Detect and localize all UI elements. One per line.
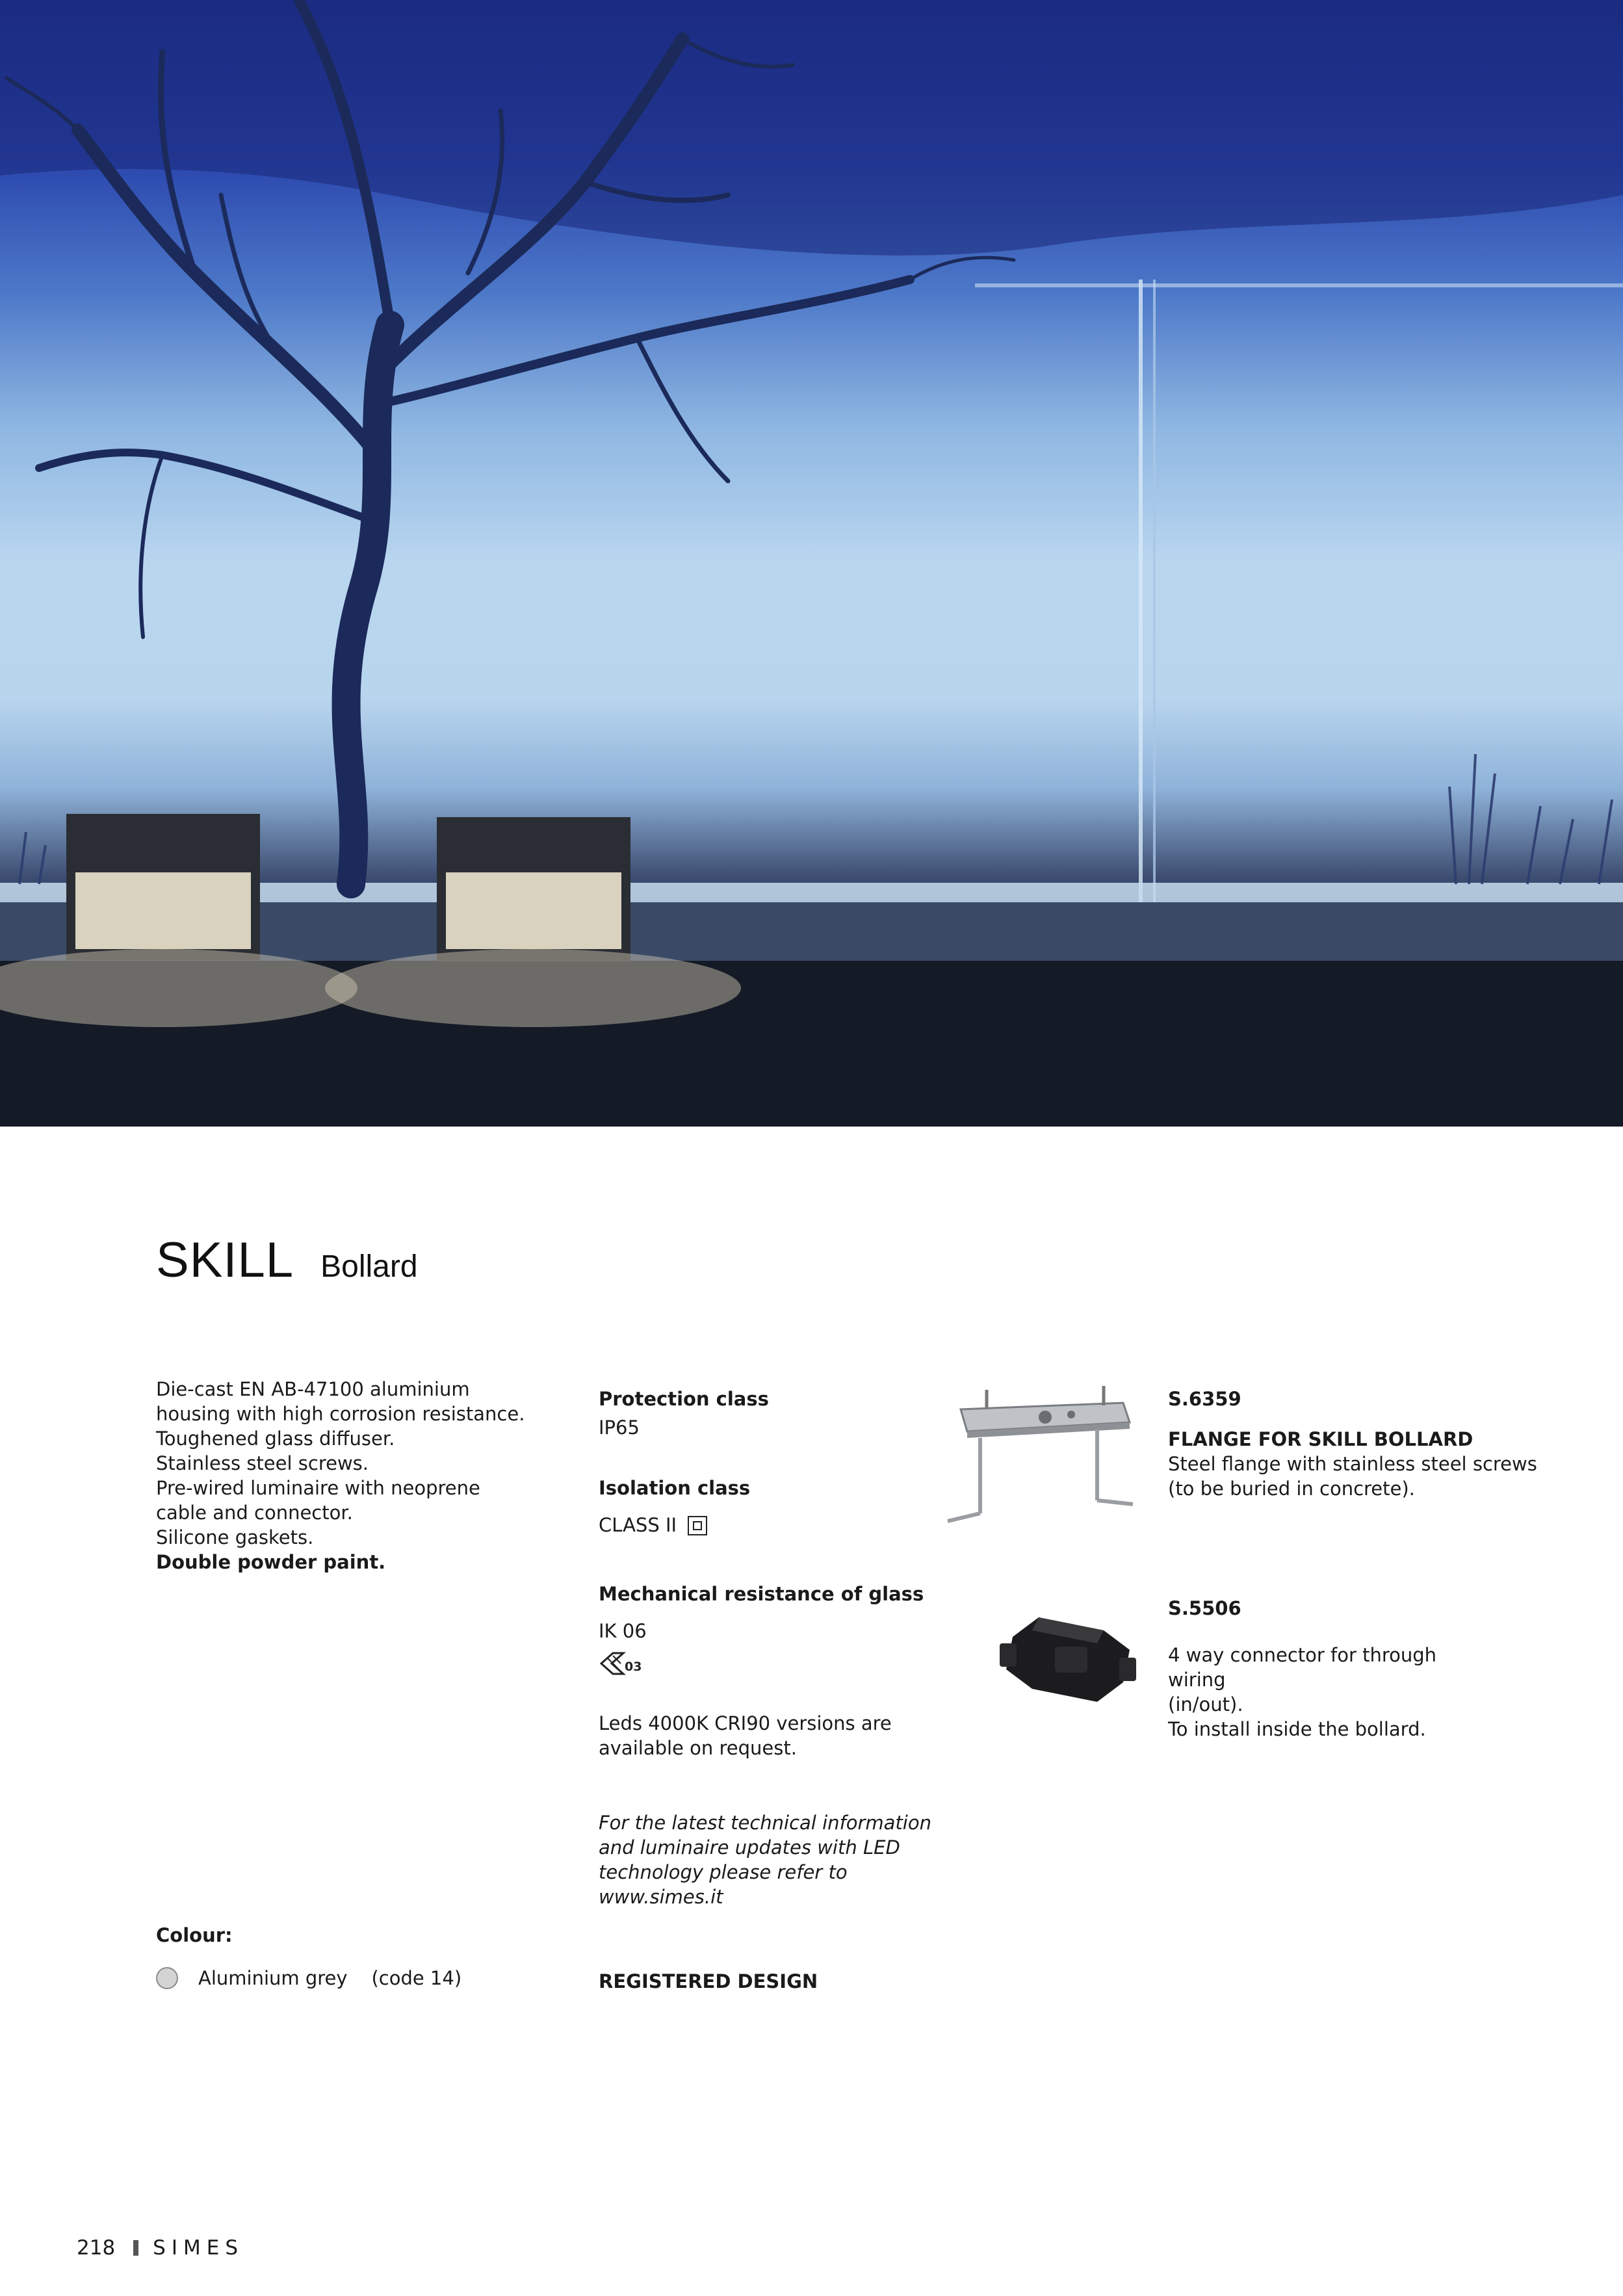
description-line: Stainless steel screws. <box>156 1452 369 1474</box>
colour-entry <box>198 1966 461 1990</box>
brand-name: SIMES <box>153 2236 244 2260</box>
accessory-desc-connector <box>1168 1643 1532 1742</box>
class-ii-icon <box>688 1516 707 1535</box>
website-link[interactable]: www.simes.it <box>599 1886 723 1908</box>
connector-illustration <box>1000 1604 1136 1715</box>
colour-label: Colour: <box>156 1924 233 1946</box>
latest-info <box>599 1810 937 1909</box>
isolation-label: Isolation class <box>599 1477 751 1499</box>
product-title <box>156 1232 418 1288</box>
isolation-value-row <box>599 1513 937 1537</box>
product-description <box>156 1377 559 1574</box>
footer-separator <box>133 2240 138 2256</box>
accessory-line: To install inside the bollard. <box>1168 1718 1426 1740</box>
mechanical-label: Mechanical resistance of glass <box>599 1583 924 1605</box>
connector-image <box>1000 1604 1136 1715</box>
latest-info-line: technology please refer to <box>599 1861 848 1883</box>
accessory-code-connector: S.5506 <box>1168 1597 1241 1619</box>
product-type: Bollard <box>320 1249 418 1284</box>
description-line: cable and connector. <box>156 1502 353 1524</box>
colour-name: Aluminium grey <box>198 1967 348 1989</box>
description-line: Toughened glass diffuser. <box>156 1428 395 1450</box>
product-name: SKILL <box>156 1233 294 1288</box>
accessory-title-flange: FLANGE FOR SKILL BOLLARD <box>1168 1428 1474 1450</box>
flange-image <box>941 1383 1136 1526</box>
description-bold-line: Double powder paint. <box>156 1551 386 1573</box>
colour-swatch <box>156 1967 178 1989</box>
protection-value: IP65 <box>599 1416 640 1439</box>
accessory-line: (to be buried in concrete). <box>1168 1478 1415 1500</box>
latest-info-line: and luminaire updates with LED <box>599 1836 900 1859</box>
description-line: housing with high corrosion resistance. <box>156 1403 525 1425</box>
accessory-line: wiring <box>1168 1669 1226 1691</box>
colour-code: (code 14) <box>371 1967 462 1989</box>
latest-info-line: For the latest technical information <box>599 1812 931 1834</box>
accessory-desc-flange <box>1168 1452 1537 1501</box>
accessory-line: 4 way connector for through <box>1168 1644 1437 1666</box>
hero-illustration <box>0 0 1623 1127</box>
ik-icon-number: 03 <box>625 1660 642 1674</box>
description-line: Pre-wired luminaire with neoprene <box>156 1477 480 1499</box>
protection-label: Protection class <box>599 1388 769 1410</box>
mechanical-value: IK 06 <box>599 1620 647 1642</box>
flange-illustration <box>941 1383 1136 1526</box>
description-line: Silicone gaskets. <box>156 1526 314 1548</box>
hero-photo <box>0 0 1623 1127</box>
page-number: 218 <box>77 2236 116 2260</box>
leds-note-line: Leds 4000K CRI90 versions are <box>599 1712 892 1734</box>
leds-note-line: available on request. <box>599 1737 797 1759</box>
accessory-code-flange: S.6359 <box>1168 1388 1241 1410</box>
isolation-value: CLASS II <box>599 1514 677 1536</box>
description-line: Die-cast EN AB-47100 aluminium <box>156 1378 470 1400</box>
registered-design: REGISTERED DESIGN <box>599 1970 818 1992</box>
leds-note <box>599 1711 937 1760</box>
accessory-line: (in/out). <box>1168 1693 1243 1715</box>
accessory-line: Steel flange with stainless steel screws <box>1168 1453 1537 1475</box>
ik-hammer-icon <box>599 1649 651 1678</box>
ik-rating-icon <box>599 1649 651 1678</box>
page-footer <box>77 2236 244 2260</box>
